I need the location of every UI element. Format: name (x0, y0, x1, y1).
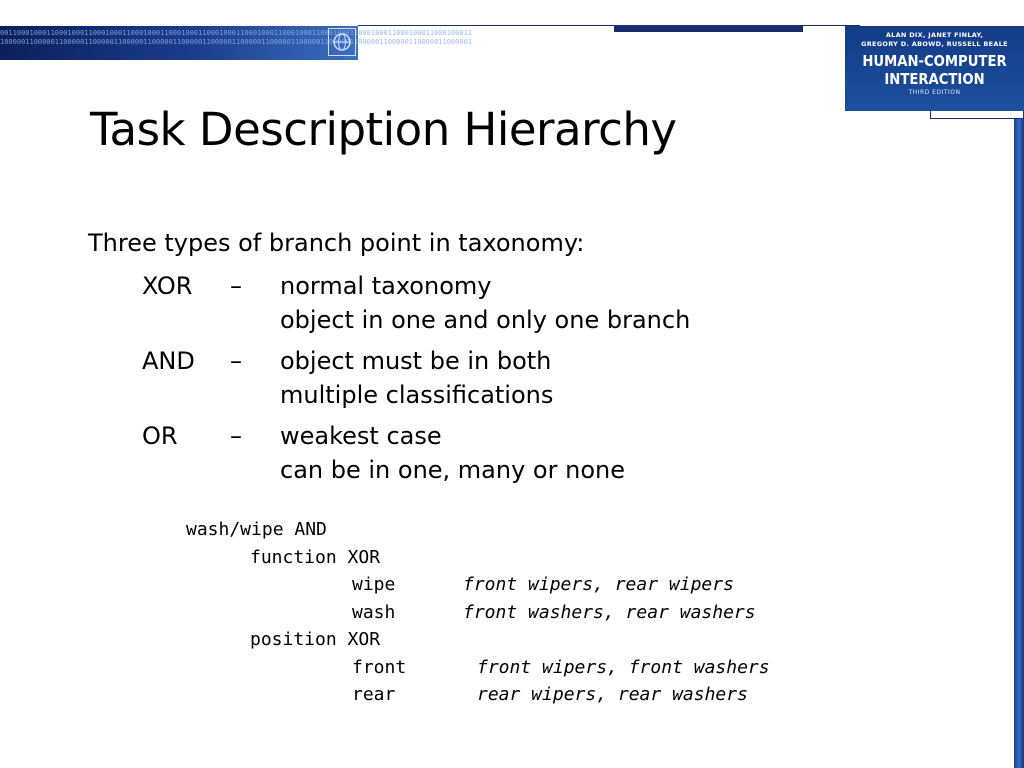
branch-type-dash: – (230, 422, 242, 450)
example-front-label: front (352, 657, 407, 678)
book-edition: THIRD EDITION (908, 89, 961, 96)
intro-text: Three types of branch point in taxonomy: (88, 229, 585, 257)
example-wipe-label: wipe (352, 574, 396, 595)
book-authors: ALAN DIX, JANET FINLAY, GREGORY D. ABOWD, RUSSELL BEALE (861, 31, 1008, 48)
example-wipe-items: front wipers, rear wipers (463, 574, 734, 595)
branch-type-xor (142, 269, 691, 334)
book-cover-logo (845, 26, 1024, 111)
branch-type-dash: – (230, 272, 242, 300)
example-function-node: function XOR (250, 547, 381, 568)
right-side-bar (1014, 119, 1024, 768)
example-position-node: position XOR (250, 629, 381, 650)
example-root: wash/wipe AND (186, 519, 327, 540)
header-binary-banner (0, 26, 473, 60)
cover-outline (930, 111, 1024, 119)
branch-type-and (142, 344, 554, 409)
branch-type-name: AND (142, 347, 195, 375)
book-title: HUMAN-COMPUTER INTERACTION (862, 52, 1007, 88)
example-wash-items: front washers, rear washers (463, 602, 756, 623)
example-rear-label: rear (352, 684, 396, 705)
branch-type-line: object must be in both (280, 347, 552, 375)
example-front-items: front wipers, front washers (477, 657, 770, 678)
branch-type-line: weakest case (280, 422, 442, 450)
example-rear-items: rear wipers, rear washers (477, 684, 748, 705)
header-accent-block (614, 26, 803, 32)
binary-pattern-text: 0011000100011000100011000100011000100011000100011000100011000100011000100011000100011000100011000100011000100011 1000001100000110000011000001100000110000011000001100000110000011000001100000110000011000001100000110000011000001 (0, 29, 473, 46)
branch-type-dash: – (230, 347, 242, 375)
branch-type-name: OR (142, 422, 178, 450)
branch-type-line: can be in one, many or none (280, 456, 625, 484)
example-wash-label: wash (352, 602, 396, 623)
globe-icon (328, 28, 356, 56)
branch-type-line: object in one and only one branch (280, 306, 691, 334)
slide-title: Task Description Hierarchy (90, 103, 677, 156)
branch-type-or (142, 419, 625, 484)
branch-type-name: XOR (142, 272, 193, 300)
branch-type-line: normal taxonomy (280, 272, 492, 300)
branch-type-line: multiple classifications (280, 381, 554, 409)
